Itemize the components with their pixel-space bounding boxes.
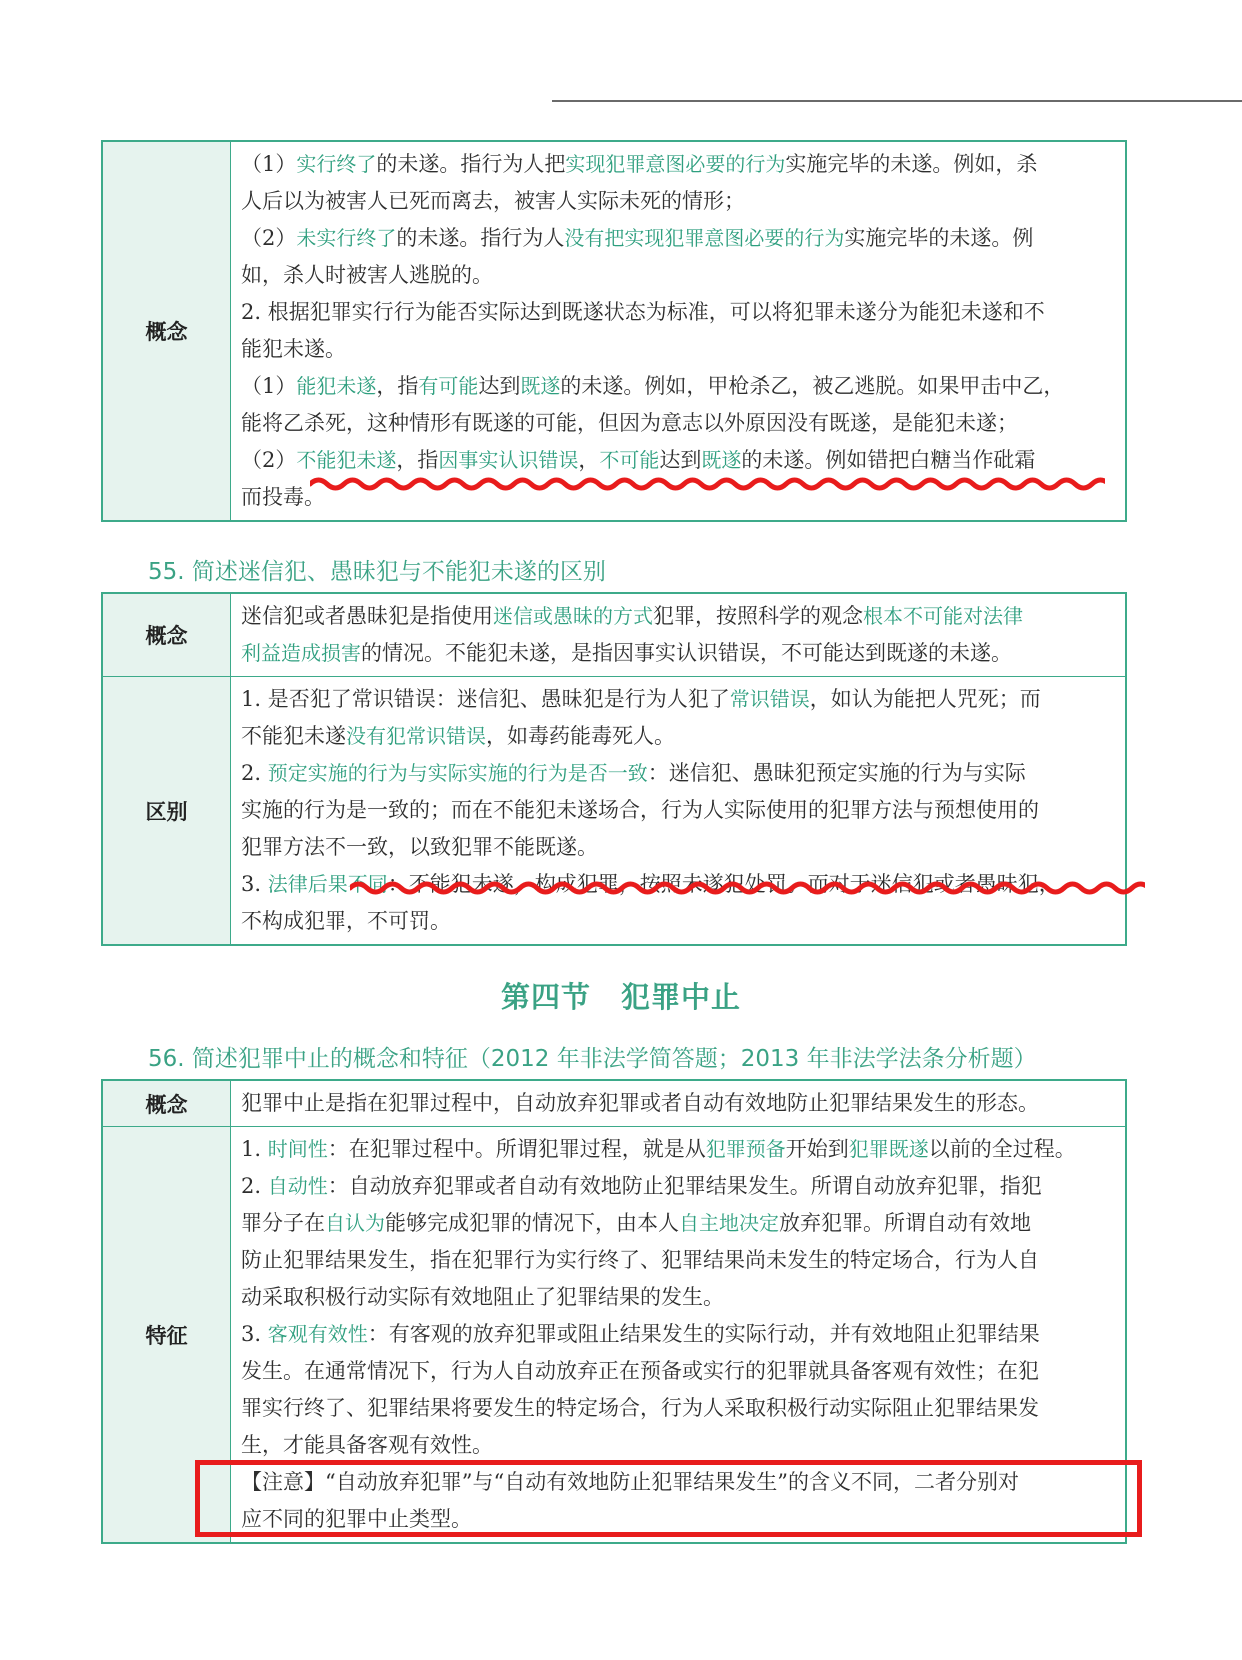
- text-line: [241, 1390, 1115, 1427]
- highlight-term: 未实行终了: [296, 226, 397, 250]
- text-segment: 实施完毕的未遂。例: [844, 226, 1034, 250]
- text-segment: 发生。在通常情况下，行为人自动放弃正在预备或实行的犯罪就具备客观有效性；在犯: [241, 1359, 1039, 1383]
- text-line: [241, 257, 1115, 294]
- text-line: [241, 183, 1115, 220]
- text-segment: 3.: [241, 1322, 268, 1346]
- text-line: [241, 635, 1115, 672]
- text-segment: ：自动放弃犯罪或者自动有效地防止犯罪结果发生。所谓自动放弃犯罪，指犯: [327, 1174, 1042, 1198]
- top-rule: [552, 100, 1242, 102]
- highlight-term: 没有犯常识错误: [346, 724, 486, 748]
- text-line: [241, 1131, 1115, 1168]
- highlight-term: 常识错误: [729, 687, 810, 711]
- text-segment: 2. 根据犯罪实行行为能否实际达到既遂状态为标准，可以将犯罪未遂分为能犯未遂和不: [241, 300, 1045, 324]
- text-line: [241, 1279, 1115, 1316]
- highlight-term: 不可能: [599, 448, 660, 472]
- text-segment: 罪分子在: [241, 1211, 325, 1235]
- text-line: [241, 681, 1115, 718]
- text-line: [241, 1353, 1115, 1390]
- text-line: [241, 866, 1115, 903]
- highlight-term: 不能犯未遂: [296, 448, 397, 472]
- text-segment: 达到: [659, 448, 702, 472]
- text-segment: 生，才能具备客观有效性。: [241, 1433, 493, 1457]
- highlight-term: 实现犯罪意图必要的行为: [565, 152, 786, 176]
- highlight-term: 客观有效性: [267, 1322, 368, 1346]
- text-segment: 达到: [478, 374, 521, 398]
- table-superstition-vs-impossible: [101, 592, 1127, 946]
- text-segment: 实施的行为是一致的；而在不能犯未遂场合，行为人实际使用的犯罪方法与预想使用的: [241, 798, 1039, 822]
- text-segment: 【注意】“自动放弃犯罪”与“自动有效地防止犯罪结果发生”的含义不同，二者分别对: [241, 1470, 1019, 1494]
- text-line: [241, 1242, 1115, 1279]
- text-segment: 犯罪，按照科学的观念: [653, 604, 863, 628]
- table-row: [102, 141, 1126, 521]
- highlight-term: 预定实施的行为与实际实施的行为是否一致: [267, 761, 648, 785]
- table-attempt-types: [101, 140, 1127, 522]
- text-segment: ，指: [376, 374, 419, 398]
- row-label: 概念: [102, 1080, 231, 1127]
- highlight-term: 没有把实现犯罪意图必要的行为: [564, 226, 845, 250]
- row-label: 概念: [102, 593, 231, 677]
- text-segment: ：有客观的放弃犯罪或阻止结果发生的实际行动，并有效地阻止犯罪结果: [367, 1322, 1040, 1346]
- text-segment: 不能犯未遂: [241, 724, 346, 748]
- text-line: [241, 368, 1115, 405]
- question-56-title: 56. 简述犯罪中止的概念和特征（2012 年非法学简答题；2013 年非法学法条分析题）: [148, 1046, 1037, 1072]
- highlight-term: 法律后果不同: [267, 872, 388, 896]
- red-annotation-box: [195, 1460, 1142, 1537]
- text-segment: 如，杀人时被害人逃脱的。: [241, 263, 493, 287]
- highlight-term: 自动性: [267, 1174, 328, 1198]
- row-content: [231, 677, 1127, 946]
- text-segment: 的未遂。例如错把白糖当作砒霜: [741, 448, 1036, 472]
- text-segment: 犯罪中止是指在犯罪过程中，自动放弃犯罪或者自动有效地防止犯罪结果发生的形态。: [241, 1091, 1039, 1115]
- text-segment: ，如毒药能毒死人。: [486, 724, 675, 748]
- text-segment: （1）: [241, 152, 297, 176]
- text-segment: 人后以为被害人已死而离去，被害人实际未死的情形；: [241, 189, 745, 213]
- text-segment: 犯罪方法不一致，以致犯罪不能既遂。: [241, 835, 598, 859]
- text-line: [241, 903, 1115, 940]
- highlight-term: 既遂: [520, 374, 561, 398]
- text-line: [241, 479, 1115, 516]
- text-segment: 实施完毕的未遂。例如，杀: [785, 152, 1038, 176]
- text-segment: 迷信犯或者愚昧犯是指使用: [241, 604, 493, 628]
- text-segment: ，如认为能把人咒死；而: [809, 687, 1041, 711]
- text-line: [241, 1205, 1115, 1242]
- text-segment: （2）: [241, 448, 297, 472]
- section-title: 第四节 犯罪中止: [500, 980, 741, 1014]
- table-row: [102, 593, 1126, 677]
- text-line: [241, 442, 1115, 479]
- text-segment: 2.: [241, 1174, 268, 1198]
- text-segment: 开始到: [785, 1137, 849, 1161]
- text-segment: 以前的全过程。: [928, 1137, 1076, 1161]
- row-label: 概念: [102, 141, 231, 521]
- text-line: [241, 1085, 1115, 1122]
- highlight-term: 利益造成损害: [241, 641, 361, 665]
- text-segment: 防止犯罪结果发生，指在犯罪行为实行终了、犯罪结果尚未发生的特定场合，行为人自: [241, 1248, 1039, 1272]
- highlight-term: 有可能: [418, 374, 479, 398]
- text-segment: 应不同的犯罪中止类型。: [241, 1507, 472, 1531]
- row-content: [231, 141, 1127, 521]
- text-line: [241, 792, 1115, 829]
- row-label: 区别: [102, 677, 231, 946]
- row-content: [231, 593, 1127, 677]
- text-segment: 的未遂。指行为人把: [376, 152, 566, 176]
- text-segment: ：不能犯未遂，构成犯罪，按照未遂犯处罚。而对于迷信犯或者愚昧犯，: [387, 872, 1060, 896]
- text-line: [241, 718, 1115, 755]
- highlight-term: 犯罪预备: [705, 1137, 786, 1161]
- table-row: [102, 1080, 1126, 1127]
- highlight-term: 根本不可能对法律: [863, 604, 1023, 628]
- highlight-term: 自主地决定: [679, 1211, 779, 1235]
- text-segment: 不构成犯罪，不可罚。: [241, 909, 451, 933]
- text-segment: ：迷信犯、愚昧犯预定实施的行为与实际: [647, 761, 1026, 785]
- text-segment: 的情况。不能犯未遂，是指因事实认识错误，不可能达到既遂的未遂。: [361, 641, 1012, 665]
- question-55-title: 55. 简述迷信犯、愚昧犯与不能犯未遂的区别: [148, 559, 606, 585]
- row-content: [231, 1080, 1127, 1127]
- text-segment: 的未遂。例如，甲枪杀乙，被乙逃脱。如果甲击中乙，: [560, 374, 1065, 398]
- highlight-term: 时间性: [267, 1137, 328, 1161]
- text-line: [241, 1168, 1115, 1205]
- highlight-term: 自认为: [325, 1211, 385, 1235]
- text-segment: 的未遂。指行为人: [396, 226, 565, 250]
- text-segment: 能犯未遂。: [241, 337, 346, 361]
- text-line: [241, 405, 1115, 442]
- text-line: [241, 1427, 1115, 1464]
- table-row: [102, 677, 1126, 946]
- text-line: [241, 829, 1115, 866]
- text-line: [241, 1316, 1115, 1353]
- row-label: 特征: [102, 1127, 231, 1544]
- text-segment: 3.: [241, 872, 268, 896]
- text-line: [241, 146, 1115, 183]
- text-line: [241, 755, 1115, 792]
- text-segment: 1. 是否犯了常识错误：迷信犯、愚昧犯是行为人犯了: [241, 687, 730, 711]
- highlight-term: 迷信或愚昧的方式: [493, 604, 653, 628]
- text-segment: 罪实行终了、犯罪结果将要发生的特定场合，行为人采取积极行动实际阻止犯罪结果发: [241, 1396, 1039, 1420]
- text-segment: ，指: [396, 448, 439, 472]
- highlight-term: 实行终了: [296, 152, 377, 176]
- highlight-term: 能犯未遂: [296, 374, 377, 398]
- text-line: [241, 294, 1115, 331]
- text-line: [241, 220, 1115, 257]
- highlight-term: 犯罪既遂: [848, 1137, 929, 1161]
- text-segment: 能将乙杀死，这种情形有既遂的可能，但因为意志以外原因没有既遂，是能犯未遂；: [241, 411, 1018, 435]
- text-segment: ，: [578, 448, 600, 472]
- text-segment: 放弃犯罪。所谓自动有效地: [779, 1211, 1031, 1235]
- highlight-term: 因事实认识错误: [438, 448, 579, 472]
- text-segment: 1.: [241, 1137, 268, 1161]
- text-segment: 能够完成犯罪的情况下，由本人: [385, 1211, 679, 1235]
- text-line: [241, 598, 1115, 635]
- text-segment: 2.: [241, 761, 268, 785]
- text-segment: （1）: [241, 374, 297, 398]
- text-segment: （2）: [241, 226, 297, 250]
- text-segment: 动采取积极行动实际有效地阻止了犯罪结果的发生。: [241, 1285, 724, 1309]
- highlight-term: 既遂: [701, 448, 742, 472]
- text-line: [241, 331, 1115, 368]
- text-segment: ：在犯罪过程中。所谓犯罪过程，就是从: [327, 1137, 706, 1161]
- text-segment: 而投毒。: [241, 485, 325, 509]
